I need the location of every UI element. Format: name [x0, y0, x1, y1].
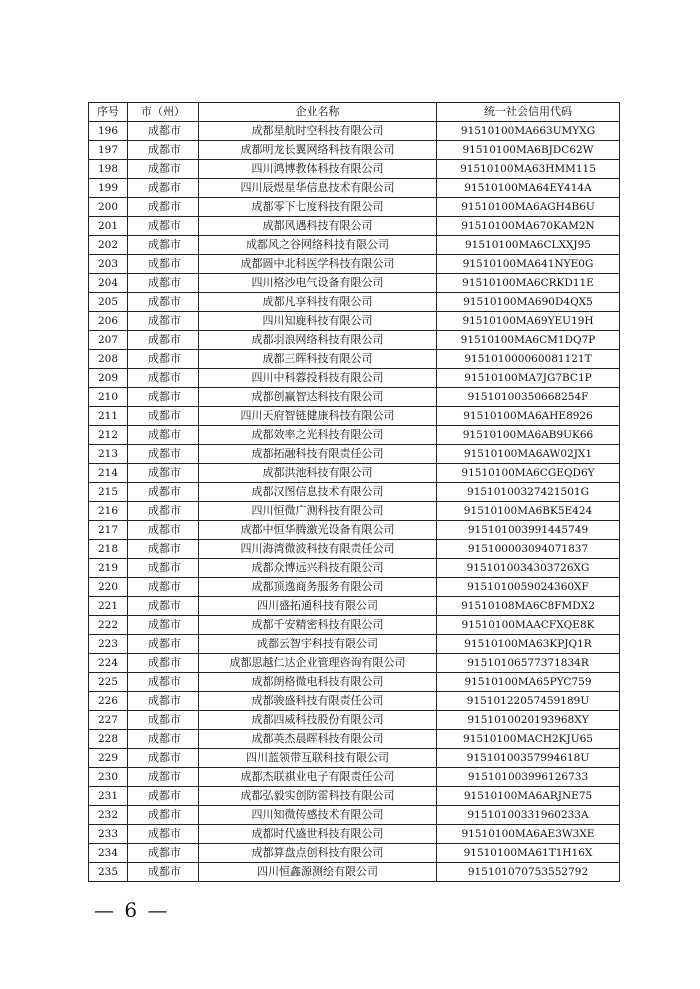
cell-code: 91510100MA7JG7BC1P: [437, 369, 620, 388]
cell-code: 91510100MA6AE3W3XE: [437, 825, 620, 844]
table-row: [89, 863, 620, 882]
cell-city: 成都市: [128, 540, 199, 559]
cell-city: 成都市: [128, 198, 199, 217]
cell-city: 成都市: [128, 616, 199, 635]
table-row: [89, 616, 620, 635]
cell-code: 9151010059024360XF: [437, 578, 620, 597]
cell-name: 成都时代盛世科技有限公司: [199, 825, 437, 844]
table-row: [89, 160, 620, 179]
cell-code: 91510100327421501G: [437, 483, 620, 502]
cell-name: 成都洪池科技有限公司: [199, 464, 437, 483]
cell-city: 成都市: [128, 559, 199, 578]
cell-no: 232: [89, 806, 128, 825]
cell-name: 四川知鹿科技有限公司: [199, 312, 437, 331]
cell-city: 成都市: [128, 160, 199, 179]
cell-no: 220: [89, 578, 128, 597]
cell-no: 233: [89, 825, 128, 844]
cell-no: 203: [89, 255, 128, 274]
cell-code: 91510100MA663UMYXG: [437, 122, 620, 141]
cell-no: 216: [89, 502, 128, 521]
cell-code: 915101000060081121T: [437, 350, 620, 369]
cell-city: 成都市: [128, 521, 199, 540]
header-code: 统一社会信用代码: [437, 103, 620, 122]
cell-no: 210: [89, 388, 128, 407]
cell-code: 91510100MA6CRKD11E: [437, 274, 620, 293]
cell-name: 成都算盘点创科技有限公司: [199, 844, 437, 863]
table-row: [89, 369, 620, 388]
cell-name: 四川鸿博教体科技有限公司: [199, 160, 437, 179]
table-row: [89, 293, 620, 312]
cell-city: 成都市: [128, 768, 199, 787]
cell-city: 成都市: [128, 388, 199, 407]
cell-no: 235: [89, 863, 128, 882]
table-row: [89, 502, 620, 521]
cell-no: 212: [89, 426, 128, 445]
cell-no: 215: [89, 483, 128, 502]
table-row: [89, 768, 620, 787]
cell-name: 成都中恒华腾激光设备有限公司: [199, 521, 437, 540]
cell-no: 197: [89, 141, 128, 160]
cell-code: 91510100MA6CM1DQ7P: [437, 331, 620, 350]
cell-city: 成都市: [128, 502, 199, 521]
cell-code: 91510100350668254F: [437, 388, 620, 407]
cell-no: 219: [89, 559, 128, 578]
cell-name: 四川恒鑫源测绘有限公司: [199, 863, 437, 882]
cell-code: 91510100MA61T1H16X: [437, 844, 620, 863]
cell-city: 成都市: [128, 825, 199, 844]
cell-name: 四川格沙电气设备有限公司: [199, 274, 437, 293]
table-row: [89, 559, 620, 578]
cell-name: 四川海湾微波科技有限责任公司: [199, 540, 437, 559]
cell-name: 成都四威科技股份有限公司: [199, 711, 437, 730]
table-row: [89, 521, 620, 540]
cell-name: 成都众博远兴科技有限公司: [199, 559, 437, 578]
cell-no: 228: [89, 730, 128, 749]
cell-city: 成都市: [128, 597, 199, 616]
cell-no: 225: [89, 673, 128, 692]
cell-name: 成都风之谷网络科技有限公司: [199, 236, 437, 255]
cell-city: 成都市: [128, 464, 199, 483]
header-city: 市（州）: [128, 103, 199, 122]
cell-name: 成都星航时空科技有限公司: [199, 122, 437, 141]
table-row: [89, 255, 620, 274]
cell-no: 229: [89, 749, 128, 768]
table-row: [89, 407, 620, 426]
table-row: [89, 711, 620, 730]
cell-no: 224: [89, 654, 128, 673]
cell-name: 四川天府智链健康科技有限公司: [199, 407, 437, 426]
cell-city: 成都市: [128, 255, 199, 274]
cell-city: 成都市: [128, 711, 199, 730]
cell-city: 成都市: [128, 445, 199, 464]
cell-no: 202: [89, 236, 128, 255]
table-row: [89, 312, 620, 331]
table-row: [89, 350, 620, 369]
cell-name: 成都弘毅实创防雷科技有限公司: [199, 787, 437, 806]
cell-city: 成都市: [128, 312, 199, 331]
cell-code: 91510106577371834R: [437, 654, 620, 673]
cell-code: 91510100MAACFXQE8K: [437, 616, 620, 635]
cell-name: 成都英杰晨晖科技有限公司: [199, 730, 437, 749]
cell-city: 成都市: [128, 483, 199, 502]
cell-no: 204: [89, 274, 128, 293]
cell-code: 91510100MACH2KJU65: [437, 730, 620, 749]
cell-city: 成都市: [128, 806, 199, 825]
cell-city: 成都市: [128, 236, 199, 255]
table-row: [89, 673, 620, 692]
cell-code: 91510100MA6CLXXJ95: [437, 236, 620, 255]
cell-name: 成都骏盛科技有限责任公司: [199, 692, 437, 711]
cell-city: 成都市: [128, 635, 199, 654]
cell-name: 四川知微传感技术有限公司: [199, 806, 437, 825]
cell-name: 成都朗格微电科技有限公司: [199, 673, 437, 692]
cell-name: 成都风遇科技有限公司: [199, 217, 437, 236]
cell-code: 915101003996126733: [437, 768, 620, 787]
table-row: [89, 198, 620, 217]
cell-no: 205: [89, 293, 128, 312]
cell-no: 230: [89, 768, 128, 787]
cell-no: 206: [89, 312, 128, 331]
cell-no: 200: [89, 198, 128, 217]
cell-city: 成都市: [128, 654, 199, 673]
cell-code: 91510100MA690D4QX5: [437, 293, 620, 312]
cell-no: 226: [89, 692, 128, 711]
cell-code: 915100003094071837: [437, 540, 620, 559]
enterprise-table: [88, 102, 620, 882]
table-row: [89, 236, 620, 255]
cell-no: 213: [89, 445, 128, 464]
cell-code: 91510100MA64EY414A: [437, 179, 620, 198]
cell-city: 成都市: [128, 407, 199, 426]
cell-no: 211: [89, 407, 128, 426]
page-number: — 6 —: [94, 898, 170, 922]
cell-no: 223: [89, 635, 128, 654]
cell-code: 91510100MA6AHE8926: [437, 407, 620, 426]
cell-city: 成都市: [128, 369, 199, 388]
cell-no: 218: [89, 540, 128, 559]
table-row: [89, 635, 620, 654]
cell-city: 成都市: [128, 692, 199, 711]
cell-city: 成都市: [128, 141, 199, 160]
cell-name: 成都千安精密科技有限公司: [199, 616, 437, 635]
cell-no: 198: [89, 160, 128, 179]
table-row: [89, 331, 620, 350]
cell-city: 成都市: [128, 673, 199, 692]
cell-city: 成都市: [128, 578, 199, 597]
cell-code: 91510108MA6C8FMDX2: [437, 597, 620, 616]
cell-city: 成都市: [128, 863, 199, 882]
cell-no: 209: [89, 369, 128, 388]
cell-name: 成都拓融科技有限责任公司: [199, 445, 437, 464]
table-body: [89, 122, 620, 882]
cell-city: 成都市: [128, 350, 199, 369]
cell-code: 91510100MA63KPJQ1R: [437, 635, 620, 654]
table-row: [89, 217, 620, 236]
cell-code: 91510100MA670KAM2N: [437, 217, 620, 236]
cell-city: 成都市: [128, 730, 199, 749]
table-row: [89, 388, 620, 407]
cell-code: 915101070753552792: [437, 863, 620, 882]
header-no: 序号: [89, 103, 128, 122]
table-row: [89, 787, 620, 806]
cell-code: 91510100357994618U: [437, 749, 620, 768]
table-row: [89, 730, 620, 749]
cell-city: 成都市: [128, 122, 199, 141]
cell-no: 234: [89, 844, 128, 863]
cell-code: 91510100331960233A: [437, 806, 620, 825]
cell-no: 207: [89, 331, 128, 350]
table-row: [89, 426, 620, 445]
cell-no: 222: [89, 616, 128, 635]
cell-code: 91510100MA69YEU19H: [437, 312, 620, 331]
cell-no: 231: [89, 787, 128, 806]
cell-code: 9151010034303726XG: [437, 559, 620, 578]
cell-name: 四川恒微广测科技有限公司: [199, 502, 437, 521]
table-row: [89, 122, 620, 141]
cell-no: 221: [89, 597, 128, 616]
table-row: [89, 692, 620, 711]
table-row: [89, 749, 620, 768]
cell-city: 成都市: [128, 217, 199, 236]
table-row: [89, 483, 620, 502]
cell-name: 成都圆中北科医学科技有限公司: [199, 255, 437, 274]
cell-name: 四川辰煜星华信息技术有限公司: [199, 179, 437, 198]
cell-code: 91510100MA6BJDC62W: [437, 141, 620, 160]
cell-code: 91510100MA6AW02JX1: [437, 445, 620, 464]
table-row: [89, 825, 620, 844]
header-name: 企业名称: [199, 103, 437, 122]
table-row: [89, 806, 620, 825]
table-row: [89, 274, 620, 293]
cell-no: 208: [89, 350, 128, 369]
cell-name: 成都杰联祺业电子有限责任公司: [199, 768, 437, 787]
cell-code: 91510100MA63HMM115: [437, 160, 620, 179]
cell-no: 217: [89, 521, 128, 540]
cell-city: 成都市: [128, 426, 199, 445]
cell-code: 91510100MA6AB9UK66: [437, 426, 620, 445]
cell-code: 915101003991445749: [437, 521, 620, 540]
table-row: [89, 578, 620, 597]
cell-name: 成都云智宇科技有限公司: [199, 635, 437, 654]
table-row: [89, 141, 620, 160]
table-header-row: [89, 103, 620, 122]
cell-city: 成都市: [128, 787, 199, 806]
cell-code: 91510100MA641NYE0G: [437, 255, 620, 274]
table-row: [89, 540, 620, 559]
table-row: [89, 179, 620, 198]
cell-name: 四川中科蓉投科技有限公司: [199, 369, 437, 388]
cell-code: 91510100MA6CGEQD6Y: [437, 464, 620, 483]
cell-name: 成都零下七度科技有限公司: [199, 198, 437, 217]
cell-city: 成都市: [128, 844, 199, 863]
cell-code: 91510100MA65PYC759: [437, 673, 620, 692]
cell-city: 成都市: [128, 749, 199, 768]
cell-no: 199: [89, 179, 128, 198]
cell-code: 91510100MA6BK5E424: [437, 502, 620, 521]
cell-name: 四川盛拓通科技有限公司: [199, 597, 437, 616]
cell-city: 成都市: [128, 179, 199, 198]
cell-name: 成都顶逸商务服务有限公司: [199, 578, 437, 597]
cell-code: 91510100MA6AGH4B6U: [437, 198, 620, 217]
cell-no: 214: [89, 464, 128, 483]
cell-city: 成都市: [128, 293, 199, 312]
table-row: [89, 844, 620, 863]
table-row: [89, 445, 620, 464]
cell-name: 成都效率之光科技有限公司: [199, 426, 437, 445]
cell-no: 196: [89, 122, 128, 141]
cell-code: 91510122057459189U: [437, 692, 620, 711]
cell-name: 成都三晖科技有限公司: [199, 350, 437, 369]
cell-name: 成都羽浪网络科技有限公司: [199, 331, 437, 350]
table-row: [89, 464, 620, 483]
cell-name: 成都思越仁达企业管理咨询有限公司: [199, 654, 437, 673]
cell-name: 四川蓝领带互联科技有限公司: [199, 749, 437, 768]
cell-code: 91510100MA6ARJNE75: [437, 787, 620, 806]
table-row: [89, 654, 620, 673]
cell-city: 成都市: [128, 274, 199, 293]
table-row: [89, 597, 620, 616]
cell-name: 成都凡享科技有限公司: [199, 293, 437, 312]
cell-no: 201: [89, 217, 128, 236]
cell-name: 成都创赢智达科技有限公司: [199, 388, 437, 407]
cell-name: 成都汉图信息技术有限公司: [199, 483, 437, 502]
cell-code: 9151010020193968XY: [437, 711, 620, 730]
cell-name: 成都明龙长翼网络科技有限公司: [199, 141, 437, 160]
cell-city: 成都市: [128, 331, 199, 350]
cell-no: 227: [89, 711, 128, 730]
